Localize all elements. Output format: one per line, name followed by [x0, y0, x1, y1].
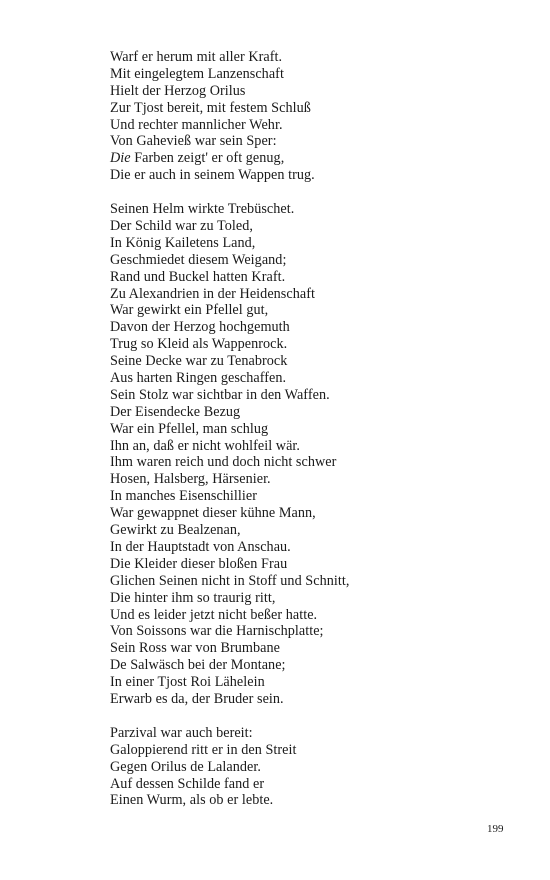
verse-text: In einer Tjost Roi Lähelein	[110, 674, 265, 691]
verse-line	[110, 691, 510, 708]
verse-text: Farben zeigt' er oft genug,	[130, 150, 285, 167]
verse-text: Gegen Orilus de Lalander.	[110, 758, 261, 775]
verse-line	[110, 100, 510, 117]
verse-text: Ihm waren reich und doch nicht schwer	[110, 454, 337, 471]
verse-text: Glichen Seinen nicht in Stoff und Schnitt,	[110, 572, 350, 589]
verse-text: Von Gahevieß war sein Sper:	[110, 133, 277, 150]
verse-line	[110, 319, 510, 336]
verse-text: War gewirkt ein Pfellel gut,	[110, 302, 269, 319]
verse-text: War gewappnet dieser kühne Mann,	[110, 505, 316, 522]
verse-text: In König Kailetens Land,	[110, 234, 256, 251]
verse-line	[110, 742, 510, 759]
verse-text: Sein Stolz war sichtbar in den Waffen.	[110, 386, 330, 403]
verse-line	[110, 336, 510, 353]
verse-line	[110, 556, 510, 573]
verse-line	[110, 286, 510, 303]
verse-line	[110, 66, 510, 83]
verse-text: Parzival war auch bereit:	[110, 724, 253, 741]
verse-text: War ein Pfellel, man schlug	[110, 420, 269, 437]
verse-line	[110, 657, 510, 674]
verse-line	[110, 117, 510, 134]
verse-line	[110, 167, 510, 184]
page-number: 199	[487, 823, 504, 835]
verse-text: In manches Eisenschillier	[110, 488, 258, 505]
verse-text: Die er auch in seinem Wappen trug.	[110, 167, 315, 184]
verse-text: Hosen, Halsberg, Härsenier.	[110, 471, 271, 488]
verse-text: Zu Alexandrien in der Heidenschaft	[110, 285, 315, 302]
verse-line	[110, 759, 510, 776]
verse-line	[110, 370, 510, 387]
poem-text	[110, 49, 510, 809]
stanza	[110, 201, 510, 708]
verse-text: Seine Decke war zu Tenabrock	[110, 353, 288, 370]
verse-text: Die Kleider dieser bloßen Frau	[110, 555, 288, 572]
verse-text: Einen Wurm, als ob er lebte.	[110, 792, 274, 809]
stanza	[110, 725, 510, 809]
verse-text: Von Soissons war die Harnischplatte;	[110, 623, 324, 640]
verse-line	[110, 590, 510, 607]
verse-line	[110, 235, 510, 252]
verse-text: Rand und Buckel hatten Kraft.	[110, 268, 286, 285]
verse-text: Sein Ross war von Brumbane	[110, 640, 280, 657]
verse-text: Gewirkt zu Bealzenan,	[110, 522, 241, 539]
verse-text: Mit eingelegtem Lanzenschaft	[110, 65, 284, 82]
verse-line	[110, 725, 510, 742]
verse-line	[110, 607, 510, 624]
italic-word: Die	[110, 150, 131, 167]
verse-line	[110, 150, 510, 167]
verse-text: Seinen Helm wirkte Trebüschet.	[110, 201, 295, 218]
verse-line	[110, 404, 510, 421]
verse-line	[110, 454, 510, 471]
verse-text: De Salwäsch bei der Montane;	[110, 657, 286, 674]
verse-text: In der Hauptstadt von Anschau.	[110, 538, 291, 555]
verse-line	[110, 387, 510, 404]
verse-line	[110, 421, 510, 438]
verse-text: Erwarb es da, der Bruder sein.	[110, 690, 284, 707]
verse-text: Und rechter mannlicher Wehr.	[110, 116, 283, 133]
verse-line	[110, 133, 510, 150]
verse-text: Davon der Herzog hochgemuth	[110, 319, 290, 336]
verse-line	[110, 776, 510, 793]
verse-line	[110, 269, 510, 286]
verse-line	[110, 573, 510, 590]
verse-line	[110, 640, 510, 657]
verse-line	[110, 623, 510, 640]
verse-text: Hielt der Herzog Orilus	[110, 82, 246, 99]
verse-text: Auf dessen Schilde fand er	[110, 775, 265, 792]
verse-line	[110, 201, 510, 218]
verse-text: Der Schild war zu Toled,	[110, 218, 253, 235]
verse-text: Zur Tjost bereit, mit festem Schluß	[110, 99, 311, 116]
verse-line	[110, 353, 510, 370]
verse-text: Trug so Kleid als Wappenrock.	[110, 336, 288, 353]
verse-text: Und es leider jetzt nicht beßer hatte.	[110, 606, 318, 623]
verse-line	[110, 49, 510, 66]
verse-line	[110, 522, 510, 539]
verse-line	[110, 83, 510, 100]
verse-line	[110, 302, 510, 319]
verse-text: Ihn an, daß er nicht wohlfeil wär.	[110, 437, 301, 454]
verse-text: Galoppierend ritt er in den Streit	[110, 741, 297, 758]
verse-line	[110, 792, 510, 809]
verse-line	[110, 539, 510, 556]
verse-text: Die hinter ihm so traurig ritt,	[110, 589, 276, 606]
verse-line	[110, 505, 510, 522]
verse-text: Aus harten Ringen geschaffen.	[110, 370, 287, 387]
verse-text: Der Eisendecke Bezug	[110, 403, 241, 420]
verse-text: Warf er herum mit aller Kraft.	[110, 49, 283, 65]
verse-line	[110, 218, 510, 235]
verse-text: Geschmiedet diesem Weigand;	[110, 251, 287, 268]
verse-line	[110, 471, 510, 488]
verse-line	[110, 674, 510, 691]
verse-line	[110, 252, 510, 269]
verse-line	[110, 438, 510, 455]
stanza	[110, 49, 510, 184]
verse-line	[110, 488, 510, 505]
